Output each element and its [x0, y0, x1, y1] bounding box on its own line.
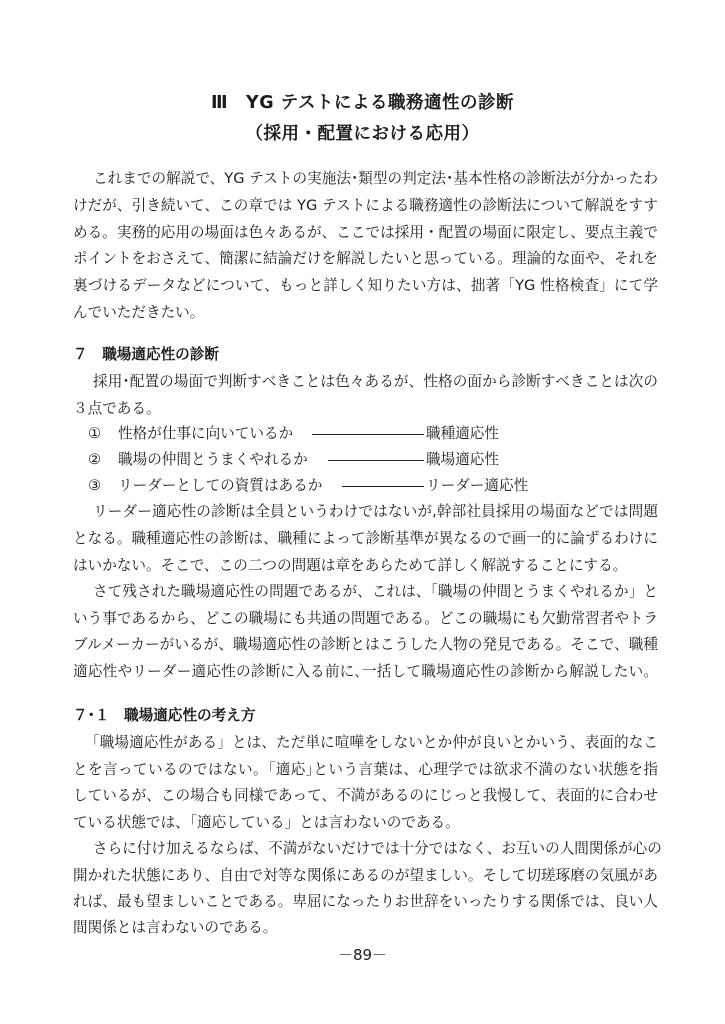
intro-line: める。実務的応用の場面は色々あるが、ここでは採用・配置の場面に限定し、要点主義で	[73, 224, 658, 241]
chapter-title: Ⅲ YG テストによる職務適性の診断	[211, 93, 514, 113]
list-item-text: 性格が仕事に向いているか	[118, 425, 294, 442]
intro-line: 裏づけるデータなどについて、もっと詳しく知りたい方は、拙著「YG 性格検査」にて学	[73, 277, 658, 294]
intro-line: これまでの解説で、YG テストの実施法･類型の判定法･基本性格の診断法が分かったわ	[93, 170, 658, 187]
paragraph-line: とを言っているのではない。｢適応｣という言葉は、心理学では欲求不満のない状態を指	[73, 761, 658, 778]
list-item-result: 職場適応性	[426, 451, 499, 468]
list-item-result: 職種適応性	[426, 425, 499, 442]
paragraph-line: 採用･配置の場面で判断すべきことは色々あるが、性格の面から診断すべきことは次の	[93, 373, 658, 390]
subsection-heading: ７･１ 職場適応性の考え方	[73, 707, 256, 724]
paragraph-line: 「職場適応性がある」とは、ただ単に喧嘩をしないとか仲が良いとかいう、表面的なこ	[85, 734, 658, 751]
paragraph-line: 開かれた状態にあり、自由で対等な関係にあるのが望ましい。そして切瑳琢磨の気風があ	[73, 867, 658, 884]
section-heading: ７ 職場適応性の診断	[73, 346, 219, 363]
list-item-number: ③	[88, 477, 102, 494]
leader-line	[328, 460, 424, 461]
paragraph-line: さて残された職場適応性の問題であるが、これは、「職場の仲間とうまくやれるか」と	[93, 583, 658, 600]
leader-line	[342, 486, 424, 487]
list-item-number: ①	[88, 425, 102, 442]
list-item-text: リーダーとしての資質はあるか	[118, 477, 323, 494]
page-number: －89－	[337, 946, 388, 964]
paragraph-line: さらに付け加えるならば、不満がないだけでは十分ではなく、お互いの人間関係が心の	[93, 840, 662, 857]
paragraph-line: はいかない。そこで、この二つの問題は章をあらためて詳しく解説することにする。	[73, 557, 628, 574]
chapter-subtitle: （採用・配置における応用）	[245, 124, 480, 144]
list-item-result: リーダー適応性	[426, 477, 529, 494]
paragraph-line: しているが、この場合も同様であって、不満があるのにじっと我慢して、表面的に合わせ	[73, 787, 658, 804]
leader-line	[312, 434, 424, 435]
paragraph-line: れば、最も望ましいことである。卑屈になったりお世辞をいったりする関係では、良い人	[73, 893, 658, 910]
paragraph-line: 適応性やリーダー適応性の診断に入る前に､一括して職場適応性の診断から解説したい。	[73, 663, 658, 680]
paragraph-line: ブルメーカーがいるが、職場適応性の診断とはこうした人物の発見である。そこで、職種	[73, 636, 658, 653]
intro-line: ポイントをおさえて、簡潔に結論だけを解説したいと思っている。理論的な面や、それを	[73, 250, 658, 267]
paragraph-line: リーダー適応性の診断は全員というわけではないが,幹部社員採用の場面などでは問題	[93, 503, 658, 520]
list-item-number: ②	[88, 451, 102, 468]
intro-line: んでいただきたい。	[73, 304, 205, 321]
paragraph-line: ３点である。	[73, 400, 161, 417]
paragraph-line: ている状態では、｢適応している」とは言わないのである。	[73, 814, 460, 831]
paragraph-line: 間関係とは言わないのである。	[73, 919, 278, 936]
paragraph-line: いう事であるから、どこの職場にも共通の問題である。どこの職場にも欠勤常習者やトラ	[73, 610, 658, 627]
intro-line: けだが、引き続いて、この章では YG テストによる職務適性の診断法について解説をすす	[73, 197, 658, 214]
paragraph-line: となる。職種適応性の診断は、職種によって診断基準が異なるので画一的に論ずるわけに	[73, 530, 658, 547]
list-item-text: 職場の仲間とうまくやれるか	[118, 451, 308, 468]
